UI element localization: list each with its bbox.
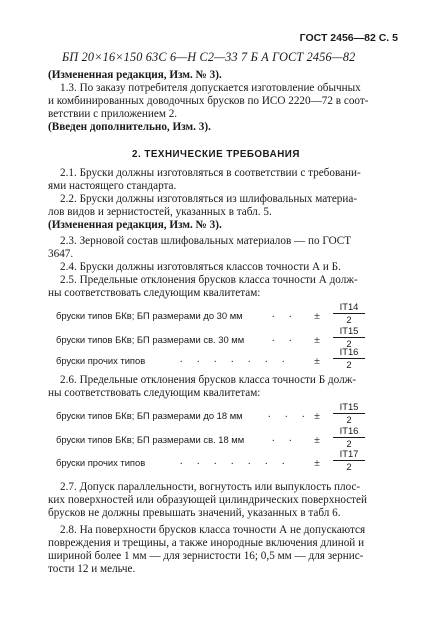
paragraph-2-7-line: 2.7. Допуск параллельности, вогнутость или выпуклость плос- (60, 481, 361, 493)
page-header: ГОСТ 2456—82 С. 5 (299, 32, 398, 44)
paragraph-2-5-line: ны соответствовать следующим квалитетам: (48, 287, 261, 299)
added-note: (Введен дополнительно, Изм. 3). (48, 121, 211, 133)
plus-minus-sign: ± (314, 334, 321, 346)
designation-example: БП 20×16×150 63С 6—Н С2—33 7 Б А ГОСТ 2456—82 (62, 50, 356, 64)
fraction-numerator: IT15 (339, 325, 359, 336)
paragraph-1-3-line: ветствии с приложением 2. (48, 108, 178, 120)
paragraph-2-3-line: 3647. (48, 248, 74, 260)
amendment-note: (Измененная редакция, Изм. № 3). (48, 219, 222, 231)
fraction-denominator: 2 (346, 414, 352, 425)
leader-dots: . . . . . . . (180, 354, 291, 365)
tolerance-fraction (330, 401, 368, 426)
tolerance-row-label: бруски типов БКв; БП размерами до 30 мм (56, 310, 243, 321)
paragraph-2-8-line: шириной более 1 мм — для зернистости 16; 0,5 мм — для зернис- (48, 550, 364, 562)
plus-minus-sign: ± (314, 457, 321, 469)
tolerance-fraction (330, 346, 368, 371)
paragraph-2-5-line: 2.5. Предельные отклонения брусков класса точности А долж- (60, 274, 358, 286)
tolerance-row-label: бруски типов БКв; БП размерами св. 30 мм (56, 334, 245, 345)
tolerance-fraction (330, 301, 368, 326)
amendment-note: (Измененная редакция, Изм. № 3). (48, 69, 222, 81)
plus-minus-sign: ± (314, 410, 321, 422)
paragraph-1-3-line: 1.3. По заказу потребителя допускается изготовление обычных (60, 82, 361, 94)
fraction-numerator: IT16 (339, 346, 359, 357)
leader-dots: . . . . . . . (180, 456, 291, 467)
paragraph-2-8-line: тости 12 и мельче. (48, 563, 136, 575)
tolerance-row-label: бруски типов БКв; БП размерами до 18 мм (56, 410, 243, 421)
paragraph-2-1-line: 2.1. Бруски должны изготовляться в соответствии с требовани- (60, 167, 361, 179)
section-title: 2. ТЕХНИЧЕСКИЕ ТРЕБОВАНИЯ (132, 149, 300, 160)
fraction-numerator: IT14 (339, 301, 359, 312)
leader-dots: . . (272, 433, 298, 444)
paragraph-2-8-line: 2.8. На поверхности брусков класса точности А не допускаются (60, 524, 366, 536)
plus-minus-sign: ± (314, 310, 321, 322)
tolerance-row-label: бруски прочих типов (56, 457, 146, 468)
leader-dots: . . (272, 333, 298, 344)
leader-dots: . . . (268, 409, 311, 420)
fraction-denominator: 2 (346, 438, 352, 449)
fraction-numerator: IT16 (339, 425, 359, 436)
leader-dots: . . (272, 309, 298, 320)
paragraph-2-3-line: 2.3. Зерновой состав шлифовальных материалов — по ГОСТ (60, 235, 352, 247)
fraction-denominator: 2 (346, 359, 352, 370)
paragraph-2-1-line: ями настоящего стандарта. (48, 180, 177, 192)
fraction-numerator: IT15 (339, 401, 359, 412)
tolerance-fraction (330, 448, 368, 473)
tolerance-row-label: бруски прочих типов (56, 355, 146, 366)
paragraph-2-7-line: ких поверхностей или образующей цилиндрических поверхностей (48, 494, 367, 506)
paragraph-1-3-line: и комбинированных доводочных брусков по ИСО 2220—72 в соот- (48, 95, 369, 107)
fraction-denominator: 2 (346, 314, 352, 325)
paragraph-2-6-line: 2.6. Предельные отклонения брусков класса точности Б долж- (60, 374, 357, 386)
fraction-denominator: 2 (346, 338, 352, 349)
paragraph-2-8-line: повреждения и трещины, а также инородные включения длиной и (48, 537, 365, 549)
fraction-numerator: IT17 (339, 448, 359, 459)
tolerance-row-label: бруски типов БКв; БП размерами св. 18 мм (56, 434, 245, 445)
fraction-denominator: 2 (346, 461, 352, 472)
paragraph-2-2-line: 2.2. Бруски должны изготовляться из шлифовальных материа- (60, 193, 358, 205)
plus-minus-sign: ± (314, 434, 321, 446)
paragraph-2-4: 2.4. Бруски должны изготовляться классов точности А и Б. (60, 261, 341, 273)
plus-minus-sign: ± (314, 355, 321, 367)
tolerance-fraction (330, 425, 368, 450)
paragraph-2-2-line: лов видов и зернистостей, указанных в табл. 5. (48, 206, 272, 218)
paragraph-2-7-line: брусков не должны превышать значений, указанных в табл 6. (48, 507, 341, 519)
paragraph-2-6-line: ны соответствовать следующим квалитетам: (48, 387, 261, 399)
